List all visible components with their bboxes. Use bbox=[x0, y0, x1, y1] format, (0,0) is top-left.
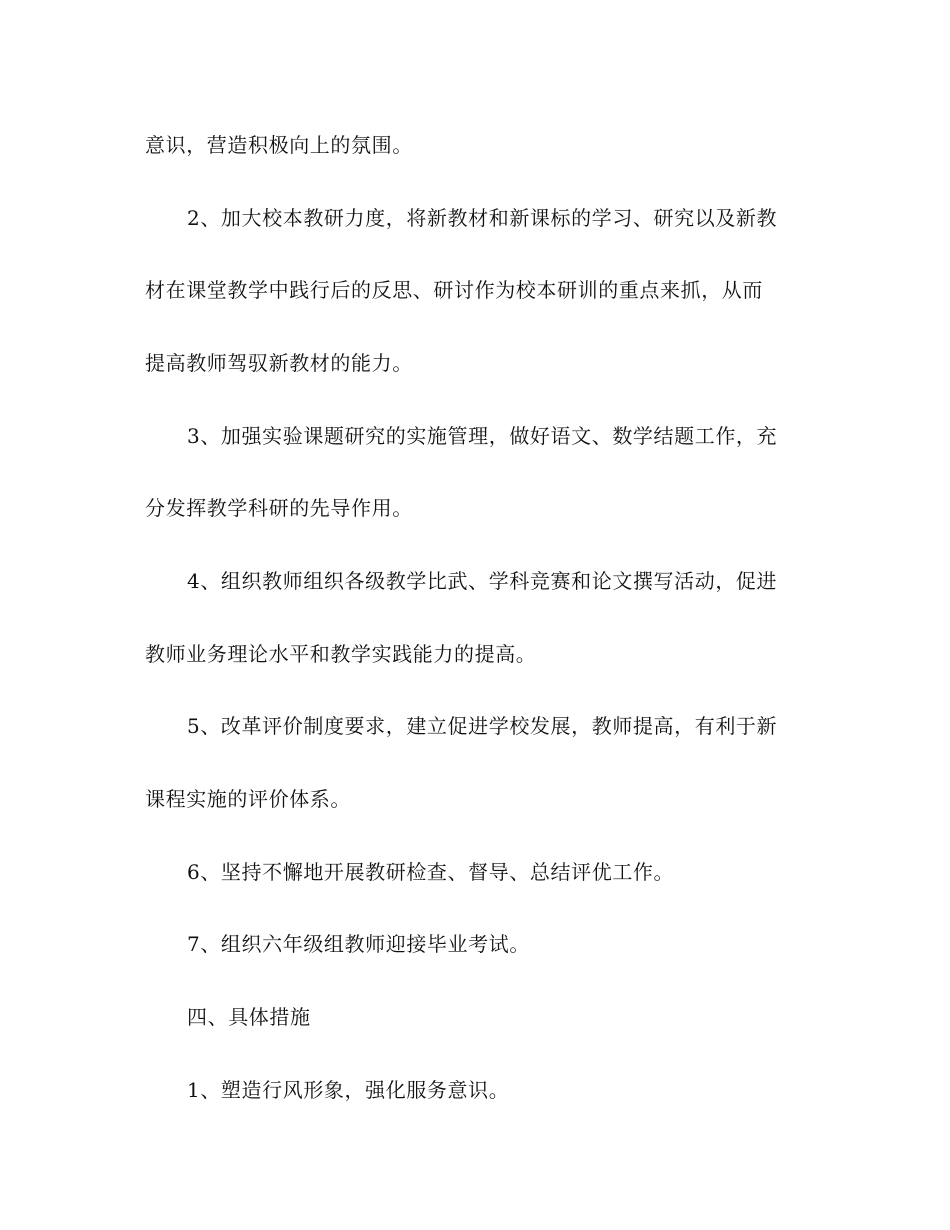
text-line: 7、组织六年级组教师迎接毕业考试。 bbox=[187, 932, 530, 956]
text-line: 3、加强实验课题研究的实施管理，做好语文、数学结题工作，充 bbox=[187, 424, 778, 448]
text-line: 材在课堂教学中践行后的反思、研讨作为校本研训的重点来抓，从而 bbox=[145, 278, 763, 302]
text-line: 1、塑造行风形象，强化服务意识。 bbox=[187, 1078, 510, 1102]
text-line: 4、组织教师组织各级教学比武、学科竞赛和论文撰写活动，促进 bbox=[187, 569, 778, 593]
text-line: 2、加大校本教研力度，将新教材和新课标的学习、研究以及新教 bbox=[187, 206, 778, 230]
text-line: 分发挥教学科研的先导作用。 bbox=[145, 496, 413, 520]
text-line: 意识，营造积极向上的氛围。 bbox=[145, 133, 413, 157]
section-heading: 四、具体措施 bbox=[187, 1005, 311, 1029]
text-line: 教师业务理论水平和教学实践能力的提高。 bbox=[145, 642, 537, 666]
text-line: 5、改革评价制度要求，建立促进学校发展，教师提高，有利于新 bbox=[187, 714, 778, 738]
text-line: 提高教师驾驭新教材的能力。 bbox=[145, 351, 413, 375]
text-line: 课程实施的评价体系。 bbox=[145, 787, 351, 811]
text-line: 6、坚持不懈地开展教研检查、督导、总结评优工作。 bbox=[187, 860, 675, 884]
